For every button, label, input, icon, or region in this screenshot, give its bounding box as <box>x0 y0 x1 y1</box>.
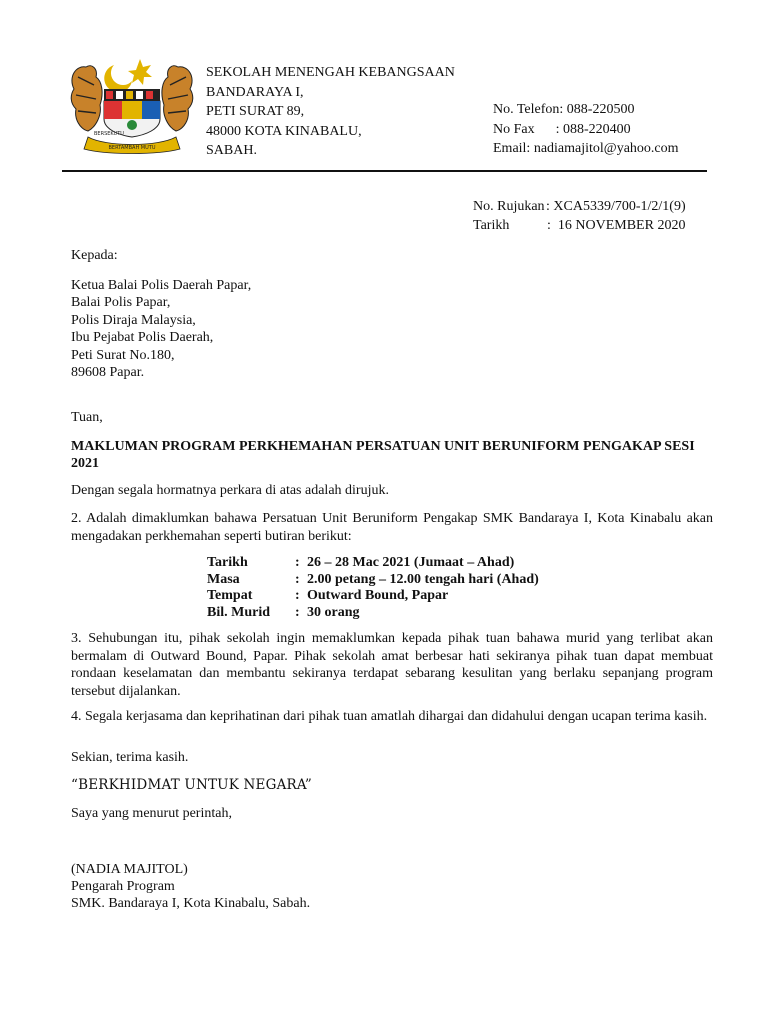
detail-label: Bil. Murid <box>207 604 271 620</box>
school-address-line: 48000 KOTA KINABALU, <box>206 123 362 139</box>
motto: “BERKHIDMAT UNTUK NEGARA” <box>71 777 312 793</box>
recipient-address <box>71 277 251 381</box>
paragraph-4: 4. Segala kerjasama dan keprihatinan dari pihak tuan amatlah dihargai dan didahului dengan ucapan terima kasih. <box>71 709 708 724</box>
detail-value: 2.00 petang – 12.00 tengah hari (Ahad) <box>307 571 539 587</box>
detail-label: Tarikh <box>207 555 248 570</box>
detail-label: Masa <box>207 571 240 587</box>
school-address-line: BANDARAYA I, <box>206 84 304 100</box>
malaysia-coat-of-arms-icon <box>66 55 198 155</box>
signatory-title: Pengarah Program <box>71 879 175 894</box>
date-label: Tarikh <box>473 218 510 233</box>
paragraph-1: Dengan segala hormatnya perkara di atas adalah dirujuk. <box>71 483 389 498</box>
subject-heading: MAKLUMAN PROGRAM PERKHEMAHAN PERSATUAN UNIT BERUNIFORM PENGAKAP SESI 2021 <box>71 439 695 471</box>
detail-label: Tempat <box>207 588 253 603</box>
detail-row: Tempat : Outward Bound, Papar <box>207 588 449 603</box>
recipient-line: Peti Surat No.180, <box>71 347 175 363</box>
recipient-line: Ibu Pejabat Polis Daerah, <box>71 330 214 346</box>
paragraph-2: 2. Adalah dimaklumkan bahawa Persatuan Unit Beruniform Pengakap SMK Bandaraya I, Kota Kinabalu akan mengadakan perkhemahan seperti butiran berikut: <box>71 511 713 544</box>
email-address: Email: nadiamajitol@yahoo.com <box>493 141 679 156</box>
header-divider <box>62 170 707 172</box>
date-value: : 16 NOVEMBER 2020 <box>547 218 686 233</box>
recipient-heading: Kepada: <box>71 248 118 263</box>
paragraph-3: 3. Sehubungan itu, pihak sekolah ingin memaklumkan kepada pihak tuan bahawa murid yang terlibat akan bermalam di Outward Bound, Papar. Pihak sekolah amat berbesar hati sekiranya pihak tuan dapat membuat rondaan keselamatan dan membantu sekiranya terdapat sebarang kesulitan yang berlaku sepanjang program tersebut dijalankan. <box>71 631 713 699</box>
school-contact <box>493 100 679 159</box>
recipient-line: Balai Polis Papar, <box>71 295 171 311</box>
closing-line: Saya yang menurut perintah, <box>71 806 232 821</box>
phone-number: No. Telefon: 088-220500 <box>493 102 635 117</box>
recipient-line: Ketua Balai Polis Daerah Papar, <box>71 278 252 293</box>
ref-value: : XCA5339/700-1/2/1(9) <box>546 199 686 214</box>
crest-motto-2: BERTAMBAH MUTU <box>108 145 156 151</box>
school-name: SEKOLAH MENENGAH KEBANGSAAN <box>206 65 455 80</box>
detail-row: Bil. Murid : 30 orang <box>207 604 360 620</box>
salutation: Tuan, <box>71 410 103 425</box>
ref-label: No. Rujukan <box>473 199 545 214</box>
recipient-line: Polis Diraja Malaysia, <box>71 312 196 328</box>
detail-row: Masa : 2.00 petang – 12.00 tengah hari (Ahad) <box>207 571 539 587</box>
closing-thanks: Sekian, terima kasih. <box>71 750 189 765</box>
event-details <box>207 555 539 621</box>
school-address <box>206 63 455 161</box>
fax-number: No Fax : 088-220400 <box>493 121 631 137</box>
signatory-name: (NADIA MAJITOL) <box>71 862 188 877</box>
recipient-line: 89608 Papar. <box>71 365 145 381</box>
school-address-line: PETI SURAT 89, <box>206 104 305 119</box>
detail-value: Outward Bound, Papar <box>307 588 449 603</box>
reference-block <box>473 197 686 235</box>
signatory-org: SMK. Bandaraya I, Kota Kinabalu, Sabah. <box>71 896 311 911</box>
detail-value: 30 orang <box>307 604 360 620</box>
school-address-line: SABAH. <box>206 143 257 158</box>
detail-value: 26 – 28 Mac 2021 (Jumaat – Ahad) <box>307 555 515 570</box>
signature-block <box>71 861 310 912</box>
crest-motto-1: BERSEKUTU <box>94 131 124 137</box>
detail-row: Tarikh : 26 – 28 Mac 2021 (Jumaat – Ahad) <box>207 555 515 570</box>
